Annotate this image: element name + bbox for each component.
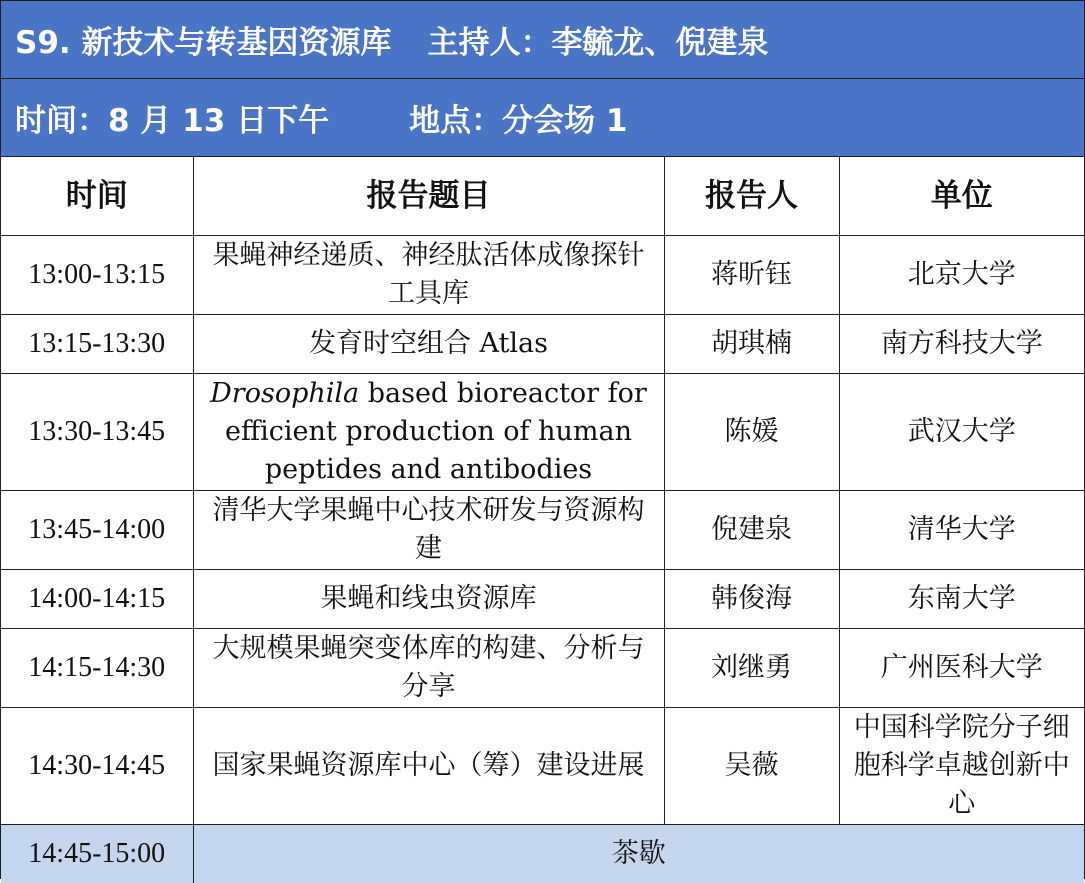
row-affiliation: 清华大学 [839, 490, 1084, 569]
session-host: 主持人：李毓龙、倪建泉 [427, 25, 769, 61]
row-title: 国家果蝇资源库中心（筹）建设进展 [193, 707, 664, 824]
row-time: 14:00-14:15 [1, 569, 193, 628]
row-title: 清华大学果蝇中心技术研发与资源构建 [193, 490, 664, 569]
row-title: 发育时空组合 Atlas [193, 314, 664, 373]
session-time: 时间：8 月 13 日下午 [15, 103, 330, 139]
header-title: 报告题目 [193, 157, 664, 235]
session-header [1, 1, 1084, 79]
row-time: 14:15-14:30 [1, 628, 193, 707]
row-time: 13:15-13:30 [1, 314, 193, 373]
row-title [193, 373, 664, 490]
row-time: 13:45-14:00 [1, 490, 193, 569]
break-row [1, 824, 1084, 883]
row-speaker: 倪建泉 [664, 490, 839, 569]
table-row [1, 314, 1084, 373]
row-affiliation: 广州医科大学 [839, 628, 1084, 707]
row-speaker: 吴薇 [664, 707, 839, 824]
row-speaker: 胡琪楠 [664, 314, 839, 373]
table-row [1, 569, 1084, 628]
session-info [1, 79, 1084, 157]
row-time: 13:30-13:45 [1, 373, 193, 490]
row-affiliation: 东南大学 [839, 569, 1084, 628]
session-title: S9. 新技术与转基因资源库 [15, 25, 392, 61]
row-time: 14:30-14:45 [1, 707, 193, 824]
table-header-row [1, 157, 1084, 235]
row-title: 大规模果蝇突变体库的构建、分析与分享 [193, 628, 664, 707]
break-label: 茶歇 [193, 824, 1084, 883]
row-speaker: 蒋昕钰 [664, 235, 839, 314]
session-venue: 地点：分会场 1 [409, 103, 628, 139]
schedule-table [1, 157, 1084, 883]
row-title-italic: Drosophila [210, 377, 360, 409]
row-time: 13:00-13:15 [1, 235, 193, 314]
table-row [1, 707, 1084, 824]
row-title: 果蝇和线虫资源库 [193, 569, 664, 628]
row-affiliation: 中国科学院分子细胞科学卓越创新中心 [839, 707, 1084, 824]
table-row [1, 235, 1084, 314]
break-time: 14:45-15:00 [1, 824, 193, 883]
row-speaker: 刘继勇 [664, 628, 839, 707]
row-speaker: 陈媛 [664, 373, 839, 490]
row-affiliation: 武汉大学 [839, 373, 1084, 490]
row-affiliation: 北京大学 [839, 235, 1084, 314]
row-title: 果蝇神经递质、神经肽活体成像探针工具库 [193, 235, 664, 314]
table-row [1, 373, 1084, 490]
header-time: 时间 [1, 157, 193, 235]
table-row [1, 490, 1084, 569]
row-affiliation: 南方科技大学 [839, 314, 1084, 373]
table-row [1, 628, 1084, 707]
row-speaker: 韩俊海 [664, 569, 839, 628]
row-title-rest: based bioreactor for efficient production of human peptides and antibodies [224, 377, 647, 485]
header-speaker: 报告人 [664, 157, 839, 235]
header-affiliation: 单位 [839, 157, 1084, 235]
